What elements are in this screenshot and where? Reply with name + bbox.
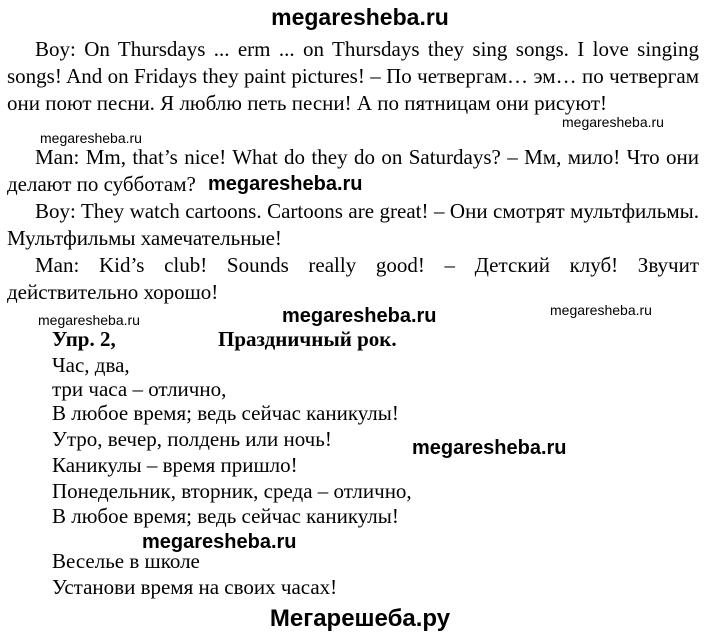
watermark-small: megaresheba.ru: [38, 312, 140, 328]
poem-line: В любое время; ведь сейчас каникулы!: [52, 401, 399, 425]
poem-line: Веселье в школе: [52, 549, 200, 573]
poem-line: три часа – отлично,: [52, 377, 227, 401]
watermark-bold: megaresheba.ru: [412, 437, 567, 459]
header-watermark: megaresheba.ru: [271, 4, 449, 30]
watermark-bold: megaresheba.ru: [282, 305, 437, 327]
exercise-number: Упр. 2,: [52, 327, 116, 351]
poem-line: Установи время на своих часах!: [52, 575, 338, 599]
poem-line: Понедельник, вторник, среда – отлично,: [52, 479, 412, 503]
watermark-small: megaresheba.ru: [562, 114, 664, 130]
watermark-bold: megaresheba.ru: [142, 531, 297, 553]
dialogue-paragraph-boy-1: Boy: On Thursdays ... erm ... on Thursdays they sing songs. I love singing songs! And on Fridays they paint pictures! – По четвергам… эм… по четвергам они поют песни. Я люблю петь песни! А по пятницам они рисуют!: [7, 37, 699, 115]
watermark-bold: megaresheba.ru: [208, 173, 363, 195]
dialogue-paragraph-man-1: Man: Mm, that’s nice! What do they do on Saturdays? – Мм, мило! Что они делают по субботам?: [7, 145, 699, 196]
dialogue-paragraph-man-2: Man: Kid’s club! Sounds really good! – Детский клуб! Звучит действительно хорошо!: [7, 253, 699, 304]
poem-line: Каникулы – время пришло!: [52, 453, 298, 477]
watermark-small: megaresheba.ru: [40, 130, 142, 146]
dialogue-paragraph-boy-2: Boy: They watch cartoons. Cartoons are great! – Они смотрят мультфильмы. Мультфильмы хамечательные!: [7, 199, 699, 250]
poem-line: В любое время; ведь сейчас каникулы!: [52, 504, 399, 528]
poem-line: Час, два,: [52, 353, 130, 377]
exercise-title: Праздничный рок.: [218, 327, 397, 351]
watermark-small: megaresheba.ru: [550, 302, 652, 318]
footer-watermark: Мегарешеба.ру: [269, 605, 451, 632]
poem-line: Утро, вечер, полдень или ночь!: [52, 427, 332, 451]
